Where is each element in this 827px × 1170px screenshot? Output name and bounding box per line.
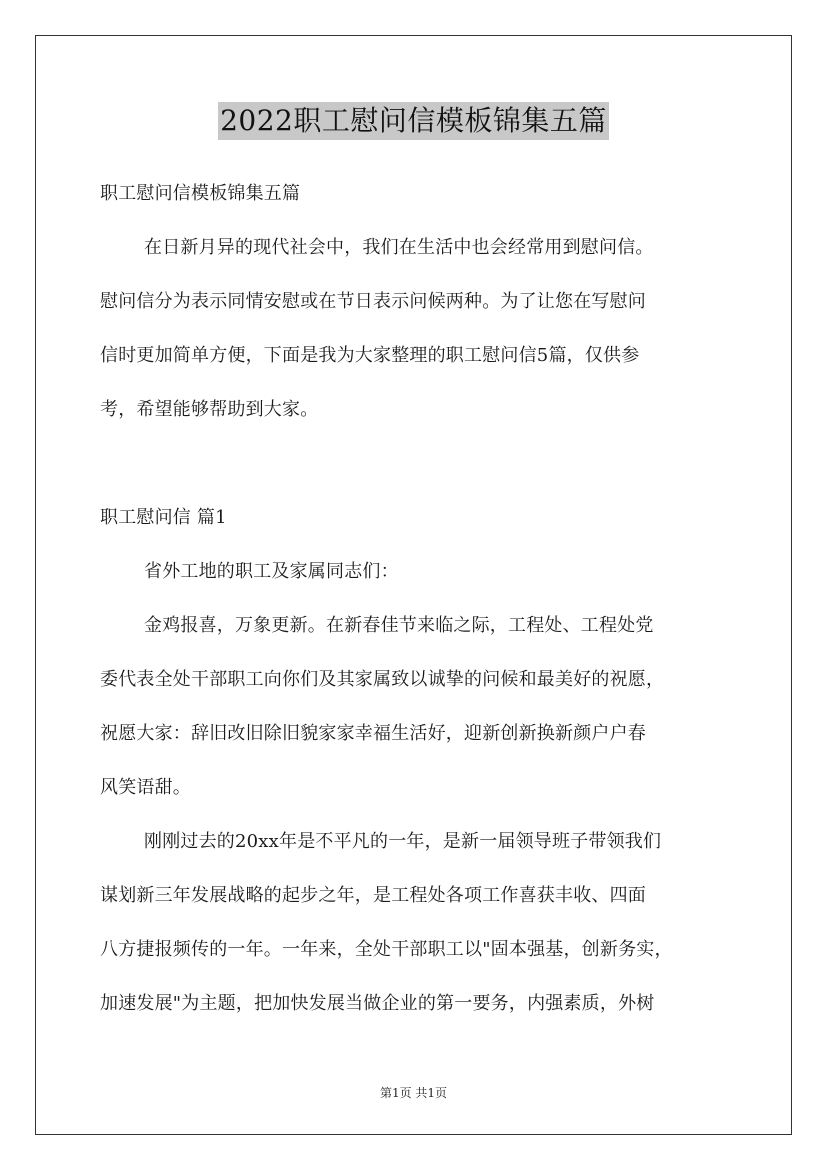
subtitle-line: 职工慰问信模板锦集五篇 — [100, 183, 301, 204]
paragraph-line: 风笑语甜。 — [100, 777, 191, 798]
title-container — [0, 102, 827, 140]
paragraph-line: 信时更加简单方便，下面是我为大家整理的职工慰问信5篇，仅供参 — [100, 345, 640, 366]
paragraph-line: 祝愿大家：辞旧改旧除旧貌家家幸福生活好，迎新创新换新颜户户春 — [100, 723, 646, 744]
page-footer: 第1页 共1页 — [379, 1086, 448, 1100]
paragraph-line: 委代表全处干部职工向你们及其家属致以诚挚的问候和最美好的祝愿， — [100, 669, 665, 690]
paragraph-line: 慰问信分为表示同情安慰或在节日表示问候两种。为了让您在写慰问 — [100, 291, 646, 312]
paragraph-line: 谋划新三年发展战略的起步之年，是工程处各项工作喜获丰收、四面 — [100, 885, 646, 906]
paragraph-line: 八方捷报频传的一年。一年来，全处干部职工以"固本强基，创新务实， — [100, 939, 673, 960]
paragraph-line: 金鸡报喜，万象更新。在新春佳节来临之际，工程处、工程处党 — [144, 615, 654, 636]
paragraph-line: 加速发展"为主题，把加快发展当做企业的第一要务，内强素质，外树 — [100, 993, 655, 1014]
salutation-line: 省外工地的职工及家属同志们： — [144, 561, 399, 582]
document-title: 2022职工慰问信模板锦集五篇 — [218, 102, 609, 140]
paragraph-line: 刚刚过去的20xx年是不平凡的一年，是新一届领导班子带领我们 — [144, 831, 662, 852]
paragraph-line: 在日新月异的现代社会中，我们在生活中也会经常用到慰问信。 — [144, 237, 654, 258]
paragraph-line: 考，希望能够帮助到大家。 — [100, 399, 319, 420]
section-heading: 职工慰问信 篇1 — [100, 507, 227, 528]
